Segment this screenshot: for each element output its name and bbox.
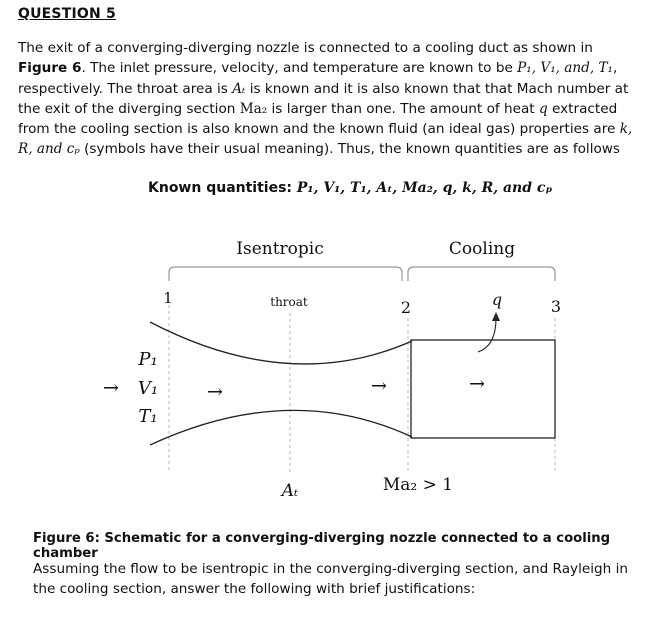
known-quantities-list: P₁, V₁, T₁, Aₜ, Ma₂, q, k, R, and cₚ: [296, 180, 553, 196]
throat-area-variable: Aₜ: [232, 80, 246, 97]
inlet-temperature: T₁: [138, 406, 158, 427]
heat-arrow-head: [492, 312, 500, 321]
inlet-velocity: V₁: [137, 378, 159, 399]
cooling-bracket: [408, 267, 555, 281]
inlet-arrow: →: [103, 377, 119, 399]
figure-caption: Figure 6: Schematic for a converging-diverging nozzle connected to a cooling chamber: [33, 531, 611, 561]
cooling-label: Cooling: [448, 239, 516, 259]
fluid-properties: k, R, and cₚ: [18, 121, 633, 158]
inlet-pressure: P₁: [138, 349, 158, 370]
nozzle-upper-wall: [150, 322, 412, 364]
flow-arrow-converging: →: [207, 381, 223, 403]
heat-variable: q: [538, 100, 548, 117]
question-heading: QUESTION 5: [18, 6, 116, 22]
mach-variable: Ma₂: [239, 100, 268, 117]
known-quantities: [148, 180, 552, 196]
throat-label: throat: [270, 295, 308, 309]
throat-area-label: Aₜ: [281, 481, 299, 501]
station-1-label: 1: [163, 289, 173, 307]
known-quantities-label: Known quantities:: [148, 180, 297, 196]
station-2-label: 2: [400, 298, 412, 317]
exit-mach-label: Ma₂ > 1: [382, 475, 454, 495]
instructions-text: Assuming the flow to be isentropic in the converging-diverging section, and Rayleigh in the cooling section, answer the following with brief justifications:: [33, 561, 628, 597]
heat-extraction-arrow: [478, 318, 496, 352]
problem-statement: The exit of a converging-diverging nozzle is connected to a cooling duct as shown in Figure 6. The inlet pressure, velocity, and temperature are known to be P₁, V₁, and, T₁, respectively. The throat area is Aₜ is known and it is also known that that Mach number at the exit of the diverging section Ma₂ is larger than one. The amount of heat q extracted from the cooling section is also known and the known fluid (an ideal gas) properties are k, R, and cₚ (symbols have their usual meaning). Thus, the known quantities are as follows: [18, 40, 633, 158]
isentropic-label: Isentropic: [236, 239, 324, 259]
nozzle-lower-wall: [150, 410, 412, 445]
isentropic-bracket: [169, 267, 402, 281]
station-3-label: 3: [550, 297, 562, 316]
flow-arrow-cooling: →: [469, 373, 485, 395]
heat-label: q: [491, 290, 503, 309]
flow-arrow-diverging: →: [371, 375, 387, 397]
inlet-variables: P₁, V₁, and, T₁: [517, 60, 614, 77]
nozzle-schematic: [0, 225, 649, 515]
figure-reference: Figure 6: [18, 60, 82, 77]
